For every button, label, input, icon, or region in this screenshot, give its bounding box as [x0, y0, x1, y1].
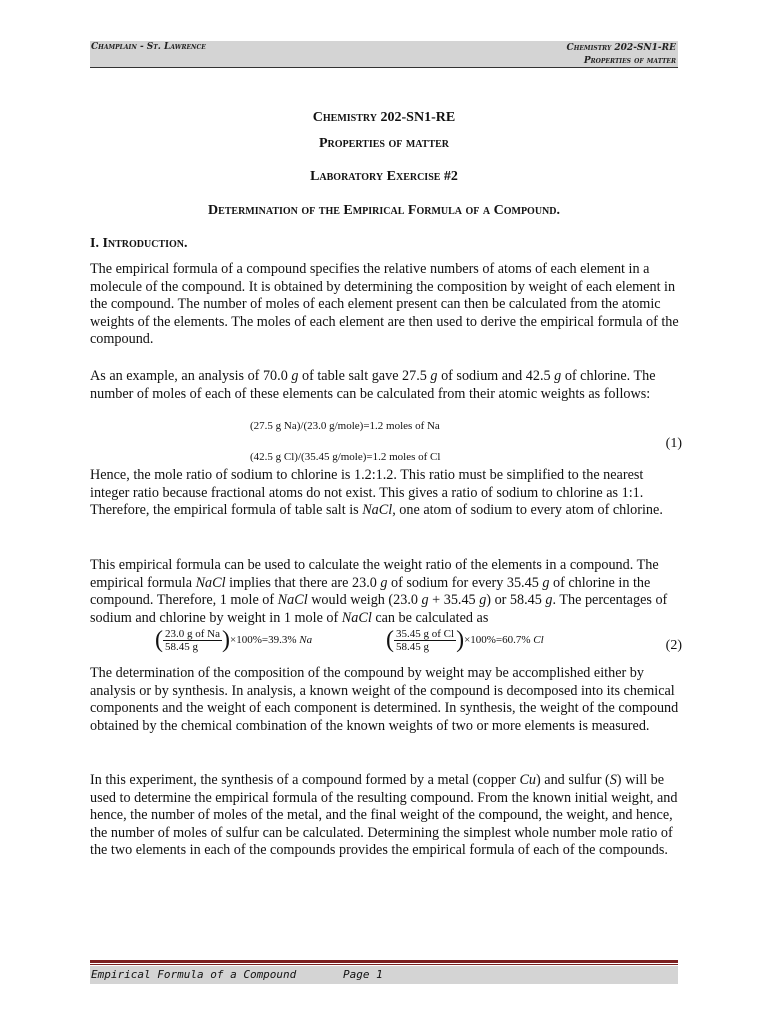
intro-paragraph-3: Hence, the mole ratio of sodium to chlorine is 1.2:1.2. This ratio must be simplified to the nearest integer ratio because fractional atoms do not exist. This gives a ratio of sodium to chlorine as 1:1. Therefore, the empirical formula of table salt is NaCl, one atom of sodium to every atom of chlorine. [90, 467, 663, 519]
equation-1-line-2: (42.5 g Cl)/(35.45 g/mole)=1.2 moles of Cl [250, 451, 441, 463]
intro-paragraph-5: The determination of the composition of the compound by weight may be accomplished either by analysis or by synthesis. In analysis, a known weight of the compound is decomposed into its chemical components and the weight of each component is determined. In synthesis, the weight of the compound obtained by the chemical combination of the known weights of two or more elements is measured. [90, 665, 679, 734]
footer-document-title: Empirical Formula of a Compound [91, 968, 297, 981]
footer-rule-thick [90, 960, 678, 963]
page-footer [90, 966, 678, 984]
equation-1-number: (1) [665, 436, 682, 451]
equation-2-sodium: ( $\frac{\text{23.0 g of Na}}{58.45 g}$ )×100%=39.3% Na [155, 627, 313, 653]
equation-1-line-1: (27.5 g Na)/(23.0 g/mole)=1.2 moles of Na [250, 420, 440, 432]
footer-page-number: Page 1 [343, 968, 383, 981]
course-title: Chemistry 202-SN1-RE [312, 110, 456, 125]
header-course-block [567, 42, 676, 68]
header-college: Champlain - St. Lawrence [91, 42, 206, 52]
intro-paragraph-2: As an example, an analysis of 70.0 g of table salt gave 27.5 g of sodium and 42.5 g of chlorine. The number of moles of each of these elements can be calculated from their atomic weights as follows: [90, 368, 656, 402]
intro-paragraph-4: This empirical formula can be used to calculate the weight ratio of the elements in a compound. The empirical formula NaCl implies that there are 23.0 g of sodium for every 35.45 g of chlorine in the compound. Therefore, 1 mole of NaCl would weigh (23.0 g + 35.45 g) or 58.45 g. The percentages of sodium and chlorine by weight in 1 mole of NaCl can be calculated as [90, 557, 668, 626]
footer-rule-thin [90, 964, 678, 965]
intro-paragraph-1: The empirical formula of a compound specifies the relative numbers of atoms of each element in a molecule of the compound. It is obtained by determining the composition by weight of each element in the compound. The number of moles of each element present can then be calculated from the atomic weights of the elements. The moles of each element are then used to derive the empirical formula of the compound. [90, 261, 679, 348]
determination-title: Determination of the Empirical Formula of a Compound. [207, 203, 561, 218]
topic-title: Properties of matter [318, 136, 450, 151]
page-header [90, 41, 678, 68]
header-course: Chemistry 202-SN1-RE [566, 43, 676, 53]
equation-2-number: (2) [665, 638, 682, 653]
section-introduction-heading: I. Introduction. [90, 236, 188, 251]
header-topic: Properties of matter [583, 56, 676, 66]
equation-2-chlorine: ( $\frac{\text{35.45 g of Cl}}{58.45 g}$ )×100%=60.7% Cl [386, 627, 544, 653]
exercise-title: Laboratory Exercise #2 [310, 169, 458, 184]
intro-paragraph-6: In this experiment, the synthesis of a compound formed by a metal (copper Cu) and sulfur (S) will be used to determine the empirical formula of the resulting compound. From the known initial weight, and hence, the number of moles of the metal, and the final weight of the compound, the weight, and hence, the number of moles of sulfur can be calculated. Determining the simplest whole number mole ratio of the two elements in each of the compounds provides the empirical formula of each of the compounds. [90, 772, 678, 859]
